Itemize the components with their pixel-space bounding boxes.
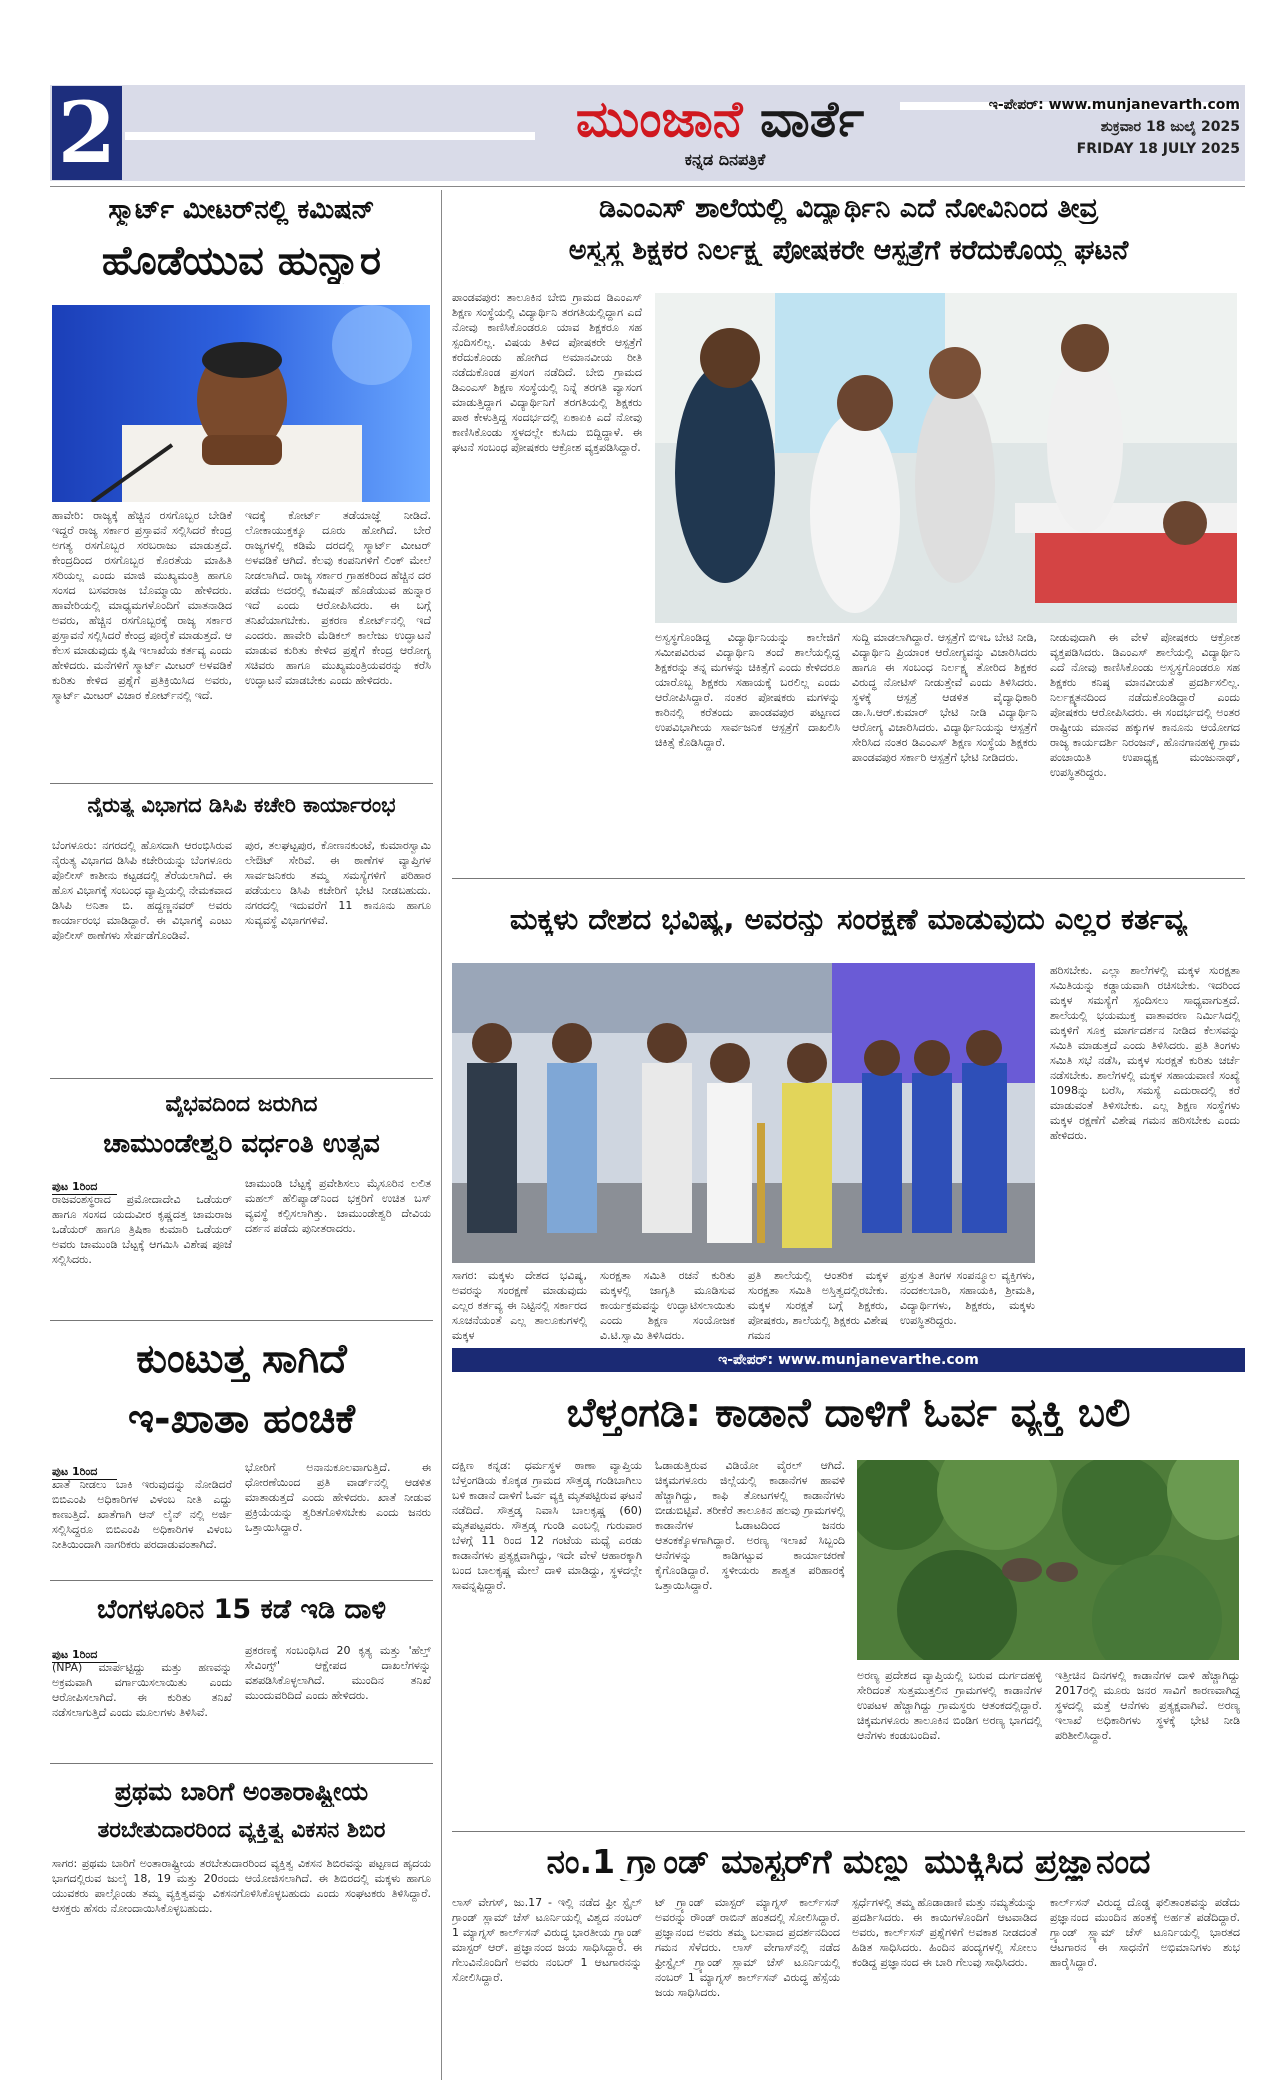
children-caption-2: ಸುರಕ್ಷತಾ ಸಮಿತಿ ರಚನೆ ಕುರಿತು ಮಕ್ಕಳಲ್ಲಿ ಜಾಗೃತಿ ಮೂಡಿಸುವ ಕಾರ್ಯಕ್ರಮವನ್ನು ಉದ್ಘಾಟಿಸಲಾಯಿತು ಎಂದು ಶಿಕ್ಷಣ ಸಂಯೋಜಕ ವಿ.ಟಿ.ಸ್ವಾಮಿ ತಿಳಿಸಿದರು. — [600, 1269, 735, 1342]
dms-col4: ನೀಡುವುದಾಗಿ ಈ ವೇಳೆ ಪೋಷಕರು ಆಕ್ರೋಶ ವ್ಯಕ್ತಪಡಿಸಿದರು. ಡಿಎಂಎಸ್ ಶಾಲೆಯಲ್ಲಿ ವಿದ್ಯಾರ್ಥಿನಿ ಎದೆ ನೋವು ಕಾಣಿಸಿಕೊಂಡು ಅಸ್ವಸ್ಥಗೊಂಡರೂ ಸಹ ಶಿಕ್ಷಕರು ಕನಿಷ್ಠ ಮಾನವೀಯತೆ ಪ್ರದರ್ಶಿಸಲಿಲ್ಲ. ನಿರ್ಲಕ್ಷ್ಯತನದಿಂದ ನಡೆದುಕೊಂಡಿದ್ದಾರೆ ಎಂದು ಪೋಷಕರು ಆರೋಪಿಸಿದರು. ಈ ಸಂದರ್ಭದಲ್ಲಿ ಅಂತರ ರಾಷ್ಟ್ರೀಯ ಮಾನವ ಹಕ್ಕುಗಳ ಕಾನೂನು ಆಯೋಗದ ರಾಜ್ಯ ಕಾರ್ಯದರ್ಶಿ ನಿರಂಜನ್, ಹೊನಗಾನಹಳ್ಳಿ ಗ್ರಾಮ ಪಂಚಾಯಿತಿ ಉಪಾಧ್ಯಕ್ಷ ಮಂಜುನಾಥ್, ಉಪಸ್ಥಿತರಿದ್ದರು. — [1050, 631, 1240, 779]
section-divider — [50, 1320, 433, 1321]
section-divider — [50, 1580, 433, 1581]
e-khata-dateline: ಪುಟ 1ರಿಂದ — [52, 1465, 117, 1480]
dms-headline-line1: ಡಿಎಂಎಸ್ ಶಾಲೆಯಲ್ಲಿ ವಿದ್ಯಾರ್ಥಿನಿ ಎದೆ ನೋವಿನಿಂದ ತೀವ್ರ — [598, 193, 1099, 224]
ed-raid-col1: (NPA) ಮಾರ್ಪಟ್ಟಿದ್ದು ಮತ್ತು ಹಣವನ್ನು ಅಕ್ರಮವಾಗಿ ವರ್ಗಾಯಿಸಲಾಯಿತು ಎಂದು ಆರೋಪಿಸಲಾಗಿದೆ. ಈ ಕುರಿತು ತನಿಖೆ ನಡೆಸಲಾಗುತ್ತಿದೆ ಎಂದು ಮೂಲಗಳು ತಿಳಿಸಿವೆ. — [52, 1661, 232, 1719]
e-khata-col1: ಖಾತೆ ನೀಡಲು ಬಾಕಿ ಇರುವುದನ್ನು ನೋಡಿದರೆ ಬಿಬಿಎಂಪಿ ಅಧಿಕಾರಿಗಳ ವಿಳಂಬ ನೀತಿ ಎದ್ದು ಕಾಣುತ್ತಿದೆ. ಖಾತೆಗಾಗಿ ಆನ್ ಲೈನ್ ನಲ್ಲಿ ಅರ್ಜಿ ಸಲ್ಲಿಸಿದ್ದರೂ ಬಿಬಿಎಂಪಿ ಅಧಿಕಾರಿಗಳ ವಿಳಂಬ ನೀತಿಯಿಂದಾಗಿ ನಾಗರಿಕರು ಪರದಾಡುವಂತಾಗಿದೆ. — [52, 1478, 232, 1551]
children-right-col: ಹರಿಸಬೇಕು. ಎಲ್ಲಾ ಶಾಲೆಗಳಲ್ಲಿ ಮಕ್ಕಳ ಸುರಕ್ಷತಾ ಸಮಿತಿಯನ್ನು ಕಡ್ಡಾಯವಾಗಿ ರಚಿಸಬೇಕು. ಇದರಿಂದ ಮಕ್ಕಳ ಸಮಸ್ಯೆಗೆ ಸ್ಪಂದಿಸಲು ಸಾಧ್ಯವಾಗುತ್ತದೆ. ಶಾಲೆಯಲ್ಲಿ ಭಯಮುಕ್ತ ವಾತಾವರಣ ನಿರ್ಮಿಸಿದಲ್ಲಿ ಮಕ್ಕಳಿಗೆ ಸೂಕ್ತ ಮಾರ್ಗದರ್ಶನ ನೀಡಿದ ಕೆಲಸವನ್ನು ಸಮಿತಿ ಮಾಡುತ್ತದೆ ಎಂದು ತಿಳಿಸಿದರು. ಪ್ರತಿ ತಿಂಗಳು ಸಮಿತಿ ಸಭೆ ನಡೆಸಿ, ಮಕ್ಕಳ ಸುರಕ್ಷತೆ ಕುರಿತು ಚರ್ಚೆ ನಡೆಸಬೇಕು. ಶಾಲೆಗಳಲ್ಲಿ ಮಕ್ಕಳ ಸಹಾಯವಾಣಿ ಸಂಖ್ಯೆ 1098ನ್ನು ಬರೆಸಿ, ಸಮಸ್ಯೆ ಎದುರಾದಲ್ಲಿ ಕರೆ ಮಾಡುವಂತೆ ತಿಳಿಸಬೇಕು. ಎಲ್ಲ ಶಿಕ್ಷಣ ಸಂಸ್ಥೆಗಳು ಮಕ್ಕಳ ರಕ್ಷಣೆಗೆ ವಿಶೇಷ ಗಮನ ಹರಿಸಬೇಕು ಎಂದು ಹೇಳಿದರು. — [1050, 964, 1240, 1142]
nairutya-headline: ನೈರುತ್ಯ ವಿಭಾಗದ ಡಿಸಿಪಿ ಕಚೇರಿ ಕಾರ್ಯಾರಂಭ — [87, 793, 396, 817]
praggnanandhaa-col4: ಕಾರ್ಲ್‌ಸನ್ ವಿರುದ್ಧ ದೊಡ್ಡ ಫಲಿತಾಂಶವನ್ನು ಪಡೆದು ಪ್ರಜ್ಞಾನಂದ ಮುಂದಿನ ಹಂತಕ್ಕೆ ಅರ್ಹತೆ ಪಡೆದಿದ್ದಾರೆ. ಗ್ರ್ಯಾಂಡ್ ಸ್ಲ್ಯಾಮ್ ಚೆಸ್ ಟೂರ್ನಿಯಲ್ಲಿ ಭಾರತದ ಆಟಗಾರನ ಈ ಸಾಧನೆಗೆ ಅಭಿಮಾನಿಗಳು ಶುಭ ಹಾರೈಸಿದ್ದಾರೆ. — [1050, 1896, 1240, 1969]
praggnanandhaa-col1: ಲಾಸ್ ವೇಗಸ್, ಜು.17 - ಇಲ್ಲಿ ನಡೆದ ಫ್ರೀ ಸ್ಟೈಲ್ ಗ್ರಾಂಡ್ ಸ್ಲಾಮ್ ಚೆಸ್ ಟೂರ್ನಿಯಲ್ಲಿ ವಿಶ್ವದ ನಂಬರ್ 1 ಮ್ಯಾಗ್ನಸ್ ಕಾರ್ಲ್‌ಸನ್ ವಿರುದ್ಧ ಭಾರತೀಯ ಗ್ರ್ಯಾಂಡ್ ಮಾಸ್ಟರ್ ಆರ್. ಪ್ರಜ್ಞಾನಂದ ಜಯ ಸಾಧಿಸಿದ್ದಾರೆ. ಈ ಗೆಲುವಿನೊಂದಿಗೆ ಅವರು ನಂಬರ್ 1 ಆಟಗಾರನನ್ನು ಸೋಲಿಸಿದ್ದಾರೆ. — [452, 1896, 642, 1984]
camp-kicker: ಪ್ರಥಮ ಬಾರಿಗೆ ಅಂತಾರಾಷ್ಟ್ರೀಯ — [114, 1778, 369, 1806]
ed-raid-col2: ಪ್ರಕರಣಕ್ಕೆ ಸಂಬಂಧಿಸಿದ 20 ಕೃತ್ಯ ಮತ್ತು 'ಹೆಲ್ತ್ ಸೇವಿಂಗ್ಸ್' ಆಕ್ಷೇಪದ ದಾಖಲೆಗಳನ್ನು ವಶಪಡಿಸಿಕೊಳ್ಳಲಾಗಿದೆ. ಮುಂದಿನ ತನಿಖೆ ಮುಂದುವರಿದಿದೆ ಎಂದು ಹೇಳಿದರು. — [245, 1644, 431, 1702]
children-caption-4: ಪ್ರಸ್ತುತ ತಿಂಗಳ ಸಂಪನ್ಮೂಲ ವ್ಯಕ್ತಿಗಳು, ನಂದಕಲಬಾರಿ, ಸಹಾಯಕಿ, ಶ್ರೀಮತಿ, ವಿದ್ಯಾರ್ಥಿಗಳು, ಶಿಕ್ಷಕರು, ಮಕ್ಕಳು ಉಪಸ್ಥಿತರಿದ್ದರು. — [900, 1269, 1035, 1327]
bommai-portrait-illustration — [52, 305, 430, 502]
elephant-photo — [857, 1460, 1239, 1660]
chamundeshwari-dateline: ಪುಟ 1ರಿಂದ — [52, 1180, 117, 1195]
dms-col2: ಅಸ್ವಸ್ಥಗೊಂಡಿದ್ದ ವಿದ್ಯಾರ್ಥಿನಿಯನ್ನು ಕಾಲೇಜಿಗೆ ಸಮೀಪವಿರುವ ವಿದ್ಯಾರ್ಥಿನಿ ತಂದೆ ಶಾಲೆಯಲ್ಲಿದ್ದ ಶಿಕ್ಷಕರನ್ನು ತನ್ನ ಮಗಳನ್ನು ಚಿಕಿತ್ಸೆಗೆ ಎಂದು ಕೇಳಿದರೂ ಯಾರೊಬ್ಬ ಶಿಕ್ಷಕರು ಸಹಾಯಕ್ಕೆ ಬರಲಿಲ್ಲ ಎಂದು ಆರೋಪಿಸಿದ್ದಾರೆ. ನಂತರ ಪೋಷಕರು ಮಗಳನ್ನು ಕಾರಿನಲ್ಲಿ ಕರೆತಂದು ಪಾಂಡವಪುರ ಪಟ್ಟಣದ ಉಪವಿಭಾಗೀಯ ಸಾರ್ವಜನಿಕ ಆಸ್ಪತ್ರೆಗೆ ದಾಖಲಿಸಿ ಚಿಕಿತ್ಸೆ ಕೊಡಿಸಿದ್ದಾರೆ. — [655, 631, 840, 749]
newspaper-title — [545, 88, 895, 150]
epaper-link[interactable]: ಇ-ಪೇಪರ್: www.munjanevarth.com — [988, 97, 1240, 113]
chamundeshwari-col2: ಚಾಮುಂಡಿ ಬೆಟ್ಟಕ್ಕೆ ಪ್ರವೇಶಿಸಲು ಮೈಸೂರಿನ ಲಲಿತ ಮಹಲ್ ಹೆಲಿಪ್ಯಾಡ್‌ನಿಂದ ಭಕ್ತರಿಗೆ ಉಚಿತ ಬಸ್ ವ್ಯವಸ್ಥೆ ಕಲ್ಪಿಸಲಾಗಿತ್ತು. ಚಾಮುಂಡೇಶ್ವರಿ ದೇವಿಯ ದರ್ಶನ ಪಡೆದು ಪುನೀತರಾದರು. — [245, 1177, 431, 1235]
date-english: FRIDAY 18 JULY 2025 — [1076, 141, 1240, 157]
smart-meter-headline: ಹೊಡೆಯುವ ಹುನ್ನಾರ — [101, 238, 382, 284]
page-number: 2 — [52, 86, 122, 180]
nairutya-col2: ಪುರ, ತಲಘಟ್ಟಪುರ, ಕೋಣನಕುಂಟೆ, ಕುಮಾರಸ್ವಾಮಿ ಲೇಔಟ್ ಸೇರಿವೆ. ಈ ಠಾಣೆಗಳ ವ್ಯಾಪ್ತಿಗಳ ಸಾರ್ವಜನಿಕರು ತಮ್ಮ ಸಮಸ್ಯೆಗಳಿಗೆ ಪರಿಹಾರ ಪಡೆಯಲು ಡಿಸಿಪಿ ಕಚೇರಿಗೆ ಭೇಟಿ ನೀಡಬಹುದು. ನಗರದಲ್ಲಿ ಇದುವರೆಗೆ 11 ಕಾನೂನು ಹಾಗೂ ಸುವ್ಯವಸ್ಥೆ ವಿಭಾಗಗಳಿವೆ. — [245, 839, 431, 927]
chamundeshwari-headline: ಚಾಮುಂಡೇಶ್ವರಿ ವರ್ಧಂತಿ ಉತ್ಸವ — [103, 1130, 380, 1159]
elephants-in-forest-illustration — [857, 1460, 1239, 1660]
title-black: ವಾರ್ತೆ — [759, 90, 865, 148]
hospital-visit-illustration — [655, 293, 1237, 623]
epaper-banner[interactable]: ಇ-ಪೇಪರ್: www.munjanevarthe.com — [452, 1348, 1245, 1372]
ed-raid-headline: ಬೆಂಗಳೂರಿನ 15 ಕಡೆ ಇಡಿ ದಾಳಿ — [96, 1594, 387, 1625]
hospital-photo — [655, 293, 1237, 623]
chamundeshwari-kicker: ವೈಭವದಿಂದ ಜರುಗಿದ — [165, 1092, 318, 1117]
title-red: ಮುಂಜಾನೆ — [575, 90, 743, 148]
smart-meter-col1: ಹಾವೇರಿ: ರಾಜ್ಯಕ್ಕೆ ಹೆಚ್ಚಿನ ರಸಗೊಬ್ಬರ ಬೇಡಿಕೆ ಇದ್ದರೆ ರಾಜ್ಯ ಸರ್ಕಾರ ಪ್ರಸ್ತಾವನೆ ಸಲ್ಲಿಸಿದರೆ ಕೇಂದ್ರ ಅಗತ್ಯ ರಸಗೊಬ್ಬರ ಸರಬರಾಜು ಮಾಡುತ್ತದೆ. ಕೇಂದ್ರದಿಂದ ರಸಗೊಬ್ಬರ ಕೊರತೆಯ ಮಾಹಿತಿ ಸರಿಯಲ್ಲ ಎಂದು ಮಾಜಿ ಮುಖ್ಯಮಂತ್ರಿ ಹಾಗೂ ಸಂಸದ ಬಸವರಾಜ ಬೊಮ್ಮಾಯಿ ಹೇಳಿದರು. ಹಾವೇರಿಯಲ್ಲಿ ಮಾಧ್ಯಮಗಳೊಂದಿಗೆ ಮಾತನಾಡಿದ ಅವರು, ಹೆಚ್ಚಿನ ರಸಗೊಬ್ಬರಕ್ಕೆ ರಾಜ್ಯ ಸರ್ಕಾರ ಪ್ರಸ್ತಾವನೆ ಸಲ್ಲಿಸಿದರೆ ಕೇಂದ್ರ ಪೂರೈಕೆ ಮಾಡುತ್ತದೆ. ಆ ಕೆಲಸ ಮಾಡುವುದು ಕೃಷಿ ಇಲಾಖೆಯ ಕರ್ತವ್ಯ ಎಂದು ಹೇಳಿದರು. ಮನೆಗಳಿಗೆ ಸ್ಮಾರ್ಟ್ ಮೀಟರ್ ಅಳವಡಿಕೆ ಕುರಿತು ಕೇಳಿದ ಪ್ರಶ್ನೆಗೆ ಪ್ರತಿಕ್ರಿಯಿಸಿದ ಅವರು, ಸ್ಮಾರ್ಟ್ ಮೀಟರ್ ವಿಚಾರ ಕೋರ್ಟ್‌ನಲ್ಲಿ ಇದೆ. — [52, 509, 232, 702]
beltangadi-photo-caption: ಅರಣ್ಯ ಪ್ರದೇಶದ ವ್ಯಾಪ್ತಿಯಲ್ಲಿ ಬರುವ ದುರ್ಗದಹಳ್ಳಿ ಸೇರಿದಂತೆ ಸುತ್ತಮುತ್ತಲಿನ ಗ್ರಾಮಗಳಲ್ಲಿ ಕಾಡಾನೆಗಳ ಉಪಟಳ ಹೆಚ್ಚಾಗಿದ್ದು ಗ್ರಾಮಸ್ಥರು ಆತಂಕದಲ್ಲಿದ್ದಾರೆ. ಚಿಕ್ಕಮಗಳೂರು ತಾಲೂಕಿನ ಬಿಂಡಿಗ ಅರಣ್ಯ ಭಾಗದಲ್ಲಿ ಆನೆಗಳು ಕಂಡುಬಂದಿವೆ. — [857, 1669, 1042, 1742]
date-kannada: ಶುಕ್ರವಾರ 18 ಜುಲೈ 2025 — [1100, 119, 1240, 135]
section-divider — [452, 1831, 1245, 1832]
e-khata-headline: ಇ-ಖಾತಾ ಹಂಚಿಕೆ — [127, 1396, 355, 1442]
nairutya-col1: ಬೆಂಗಳೂರು: ನಗರದಲ್ಲಿ ಹೊಸದಾಗಿ ಆರಂಭಿಸಿರುವ ನೈರುತ್ಯ ವಿಭಾಗದ ಡಿಸಿಪಿ ಕಚೇರಿಯನ್ನು ಬೆಂಗಳೂರು ಪೊಲೀಸ್ ಕಾಶೀನು ಕಟ್ಟಡದಲ್ಲಿ ತೆರೆಯಲಾಗಿದೆ. ಈ ಹೊಸ ವಿಭಾಗಕ್ಕೆ ಸಂಬಂಧ ವ್ಯಾಪ್ತಿಯಲ್ಲಿ ನೇಮಕವಾದ ಡಿಸಿಪಿ ಅನಿತಾ ಬಿ. ಹದ್ದಣ್ಣನವರ್ ಅವರು ಕಾರ್ಯಾರಂಭ ಮಾಡಿದ್ದಾರೆ. ಈ ವಿಭಾಗಕ್ಕೆ ಎಂಟು ಪೊಲೀಸ್ ಠಾಣೆಗಳು ಸೇರ್ಪಡೆಗೊಂಡಿವೆ. — [52, 839, 232, 942]
section-divider — [50, 1078, 433, 1079]
section-divider — [50, 1763, 433, 1764]
dms-headline-line2: ಅಸ್ವಸ್ಥ ಶಿಕ್ಷಕರ ನಿರ್ಲಕ್ಷ್ಯ ಪೋಷಕರೇ ಆಸ್ಪತ್ರೆಗೆ ಕರೆದುಕೊಯ್ದ ಘಟನೆ — [568, 235, 1129, 266]
section-divider — [50, 783, 433, 784]
top-divider — [50, 186, 1245, 187]
newspaper-tagline: ಕನ್ನಡ ದಿನಪತ್ರಿಕೆ — [684, 150, 766, 169]
masthead-rule — [125, 132, 535, 140]
ed-raid-dateline: ಪುಟ 1ರಿಂದ — [52, 1648, 117, 1663]
chamundeshwari-col1: ರಾಜವಂಶಸ್ಥರಾದ ಪ್ರಮೋದಾದೇವಿ ಒಡೆಯರ್ ಹಾಗೂ ಸಂಸದ ಯದುವೀರ ಕೃಷ್ಣದತ್ತ ಚಾಮರಾಜ ಒಡೆಯರ್ ಹಾಗೂ ತ್ರಿಷಿಕಾ ಕುಮಾರಿ ಒಡೆಯರ್ ಅವರು ಚಾಮುಂಡಿ ಬೆಟ್ಟಕ್ಕೆ ಆಗಮಿಸಿ ವಿಶೇಷ ಪೂಜೆ ಸಲ್ಲಿಸಿದರು. — [52, 1193, 232, 1266]
beltangadi-col2: ಓಡಾಡುತ್ತಿರುವ ವಿಡಿಯೋ ವೈರಲ್ ಆಗಿದೆ. ಚಿಕ್ಕಮಗಳೂರು ಜಿಲ್ಲೆಯಲ್ಲಿ ಕಾಡಾನೆಗಳ ಹಾವಳಿ ಹೆಚ್ಚಾಗಿದ್ದು, ಕಾಫಿ ತೋಟಗಳಲ್ಲಿ ಕಾಡಾನೆಗಳು ಬೀಡುಬಿಟ್ಟಿವೆ. ತರೀಕೆರೆ ತಾಲೂಕಿನ ಹಲವು ಗ್ರಾಮಗಳಲ್ಲಿ ಕಾಡಾನೆಗಳ ಓಡಾಟದಿಂದ ಜನರು ಆತಂಕಕ್ಕೊಳಗಾಗಿದ್ದಾರೆ. ಅರಣ್ಯ ಇಲಾಖೆ ಸಿಬ್ಬಂದಿ ಆನೆಗಳನ್ನು ಕಾಡಿಗಟ್ಟುವ ಕಾರ್ಯಾಚರಣೆ ಕೈಗೊಂಡಿದ್ದಾರೆ. ಸ್ಥಳೀಯರು ಶಾಶ್ವತ ಪರಿಹಾರಕ್ಕೆ ಒತ್ತಾಯಿಸಿದ್ದಾರೆ. — [655, 1459, 845, 1592]
children-caption-1: ಸಾಗರ: ಮಕ್ಕಳು ದೇಶದ ಭವಿಷ್ಯ, ಅವರನ್ನು ಸಂರಕ್ಷಣೆ ಮಾಡುವುದು ಎಲ್ಲರ ಕರ್ತವ್ಯ ಈ ನಿಟ್ಟಿನಲ್ಲಿ ಸರ್ಕಾರದ ಸೂಚನೆಯಂತೆ ಎಲ್ಲ ತಾಲೂಕುಗಳಲ್ಲಿ ಮಕ್ಕಳ — [452, 1269, 587, 1342]
camp-headline: ತರಬೇತುದಾರರಿಂದ ವ್ಯಕ್ತಿತ್ವ ವಿಕಸನ ಶಿಬಿರ — [97, 1818, 386, 1843]
praggnanandhaa-col2: ಟ್ ಗ್ರ್ಯಾಂಡ್ ಮಾಸ್ಟರ್ ಮ್ಯಾಗ್ನಸ್ ಕಾರ್ಲ್‌ಸನ್ ಅವರನ್ನು ರೌಂಡ್ ರಾಬಿನ್ ಹಂತದಲ್ಲಿ ಸೋಲಿಸಿದ್ದಾರೆ. ಪ್ರಜ್ಞಾನಂದ ಅವರು ತಮ್ಮ ಬಲವಾದ ಪ್ರದರ್ಶನದಿಂದ ಗಮನ ಸೆಳೆದರು. ಲಾಸ್ ವೇಗಾಸ್‌ನಲ್ಲಿ ನಡೆದ ಫ್ರೀಸ್ಟೈಲ್ ಗ್ರ್ಯಾಂಡ್ ಸ್ಲಾಮ್ ಚೆಸ್ ಟೂರ್ನಿಯಲ್ಲಿ ನಂಬರ್ 1 ಮ್ಯಾಗ್ನಸ್ ಕಾರ್ಲ್‌ಸನ್ ವಿರುದ್ಧ ಹೆಸ್ಸೆಯ ಜಯ ಸಾಧಿಸಿದರು. — [655, 1896, 840, 1999]
praggnanandhaa-headline: ನಂ.1 ಗ್ರ್ಯಾಂಡ್ ಮಾಸ್ಟರ್‌ಗೆ ಮಣ್ಣು ಮುಕ್ಕಿಸಿದ ಪ್ರಜ್ಞಾನಂದ — [546, 1843, 1151, 1881]
beltangadi-col1: ದಕ್ಷಿಣ ಕನ್ನಡ: ಧರ್ಮಸ್ಥಳ ಠಾಣಾ ವ್ಯಾಪ್ತಿಯ ಬೆಳ್ತಂಗಡಿಯ ಕೊಕ್ಕಡ ಗ್ರಾಮದ ಸೌತ್ತಡ್ಕ ಗಂಡಿಬಾಗಿಲು ಬಳಿ ಕಾಡಾನೆ ದಾಳಿಗೆ ಓರ್ವ ವ್ಯಕ್ತಿ ಮೃತಪಟ್ಟಿರುವ ಘಟನೆ ನಡೆದಿದೆ. ಸೌತ್ತಡ್ಕ ನಿವಾಸಿ ಬಾಲಕೃಷ್ಣ (60) ಮೃತಪಟ್ಟವರು. ಸೌತ್ತಡ್ಕ ಗುಂಡಿ ಎಂಬಲ್ಲಿ ಗುರುವಾರ ಬೆಳಗ್ಗೆ 11 ರಿಂದ 12 ಗಂಟೆಯ ಮಧ್ಯೆ ಎರಡು ಕಾಡಾನೆಗಳು ಪ್ರತ್ಯಕ್ಷವಾಗಿದ್ದು, ಇದೇ ವೇಳೆ ಆಹಾರಕ್ಕಾಗಿ ಬಂದ ಬಾಲಕೃಷ್ಣ ಮೇಲೆ ದಾಳಿ ಮಾಡಿದ್ದು, ಸ್ಥಳದಲ್ಲೇ ಸಾವನ್ನಪ್ಪಿದ್ದಾರೆ. — [452, 1459, 642, 1592]
bommai-photo — [52, 305, 430, 502]
praggnanandhaa-col3: ಸ್ಪರ್ಧೆಗಳಲ್ಲಿ ತಮ್ಮ ಹೊಡಾಡಾಣಿ ಮತ್ತು ನಮ್ಯತೆಯನ್ನು ಪ್ರದರ್ಶಿಸಿದರು. ಈ ಕಾಯಿಗಳೊಂದಿಗೆ ಆಟವಾಡಿದ ಅವರು, ಕಾರ್ಲ್‌ಸನ್ ಪ್ರಶ್ನೆಗಳಿಗೆ ಅವಕಾಶ ನೀಡದಂತೆ ಹಿಡಿತ ಸಾಧಿಸಿದರು. ಹಿಂದಿನ ಪಂದ್ಯಗಳಲ್ಲಿ ಸೋಲು ಕಂಡಿದ್ದ ಪ್ರಜ್ಞಾನಂದ ಈ ಬಾರಿ ಗೆಲುವು ಸಾಧಿಸಿದರು. — [852, 1896, 1037, 1969]
ceremony-photo — [452, 963, 1035, 1263]
beltangadi-photo-caption-2: ಇತ್ತೀಚಿನ ದಿನಗಳಲ್ಲಿ ಕಾಡಾನೆಗಳ ದಾಳಿ ಹೆಚ್ಚಾಗಿದ್ದು 2017ರಲ್ಲಿ ಮೂರು ಜನರ ಸಾವಿಗೆ ಕಾರಣವಾಗಿದ್ದ ಸ್ಥಳದಲ್ಲಿ ಮತ್ತೆ ಆನೆಗಳು ಪ್ರತ್ಯಕ್ಷವಾಗಿವೆ. ಅರಣ್ಯ ಇಲಾಖೆ ಅಧಿಕಾರಿಗಳು ಸ್ಥಳಕ್ಕೆ ಭೇಟಿ ನೀಡಿ ಪರಿಶೀಲಿಸಿದ್ದಾರೆ. — [1055, 1669, 1240, 1742]
children-headline: ಮಕ್ಕಳು ದೇಶದ ಭವಿಷ್ಯ, ಅವರನ್ನು ಸಂರಕ್ಷಣೆ ಮಾಡುವುದು ಎಲ್ಲರ ಕರ್ತವ್ಯ — [509, 903, 1188, 936]
e-khata-col2: ಭೋರಿಗೆ ಅನಾನುಕೂಲವಾಗುತ್ತಿದೆ. ಈ ಧೋರಣೆಯಿಂದ ಪ್ರತಿ ವಾರ್ಡ್‌ನಲ್ಲಿ ಆಡಳಿತ ಮಾತಾಡುತ್ತದೆ ಎಂದು ಹೇಳಿದರು. ಖಾತೆ ನೀಡುವ ಪ್ರಕ್ರಿಯೆಯನ್ನು ತ್ವರಿತಗೊಳಿಸಬೇಕು ಎಂದು ಜನರು ಒತ್ತಾಯಿಸಿದ್ದಾರೆ. — [245, 1461, 431, 1534]
dms-col3: ಸುದ್ದಿ ಮಾಡಲಾಗಿದ್ದಾರೆ. ಆಸ್ಪತ್ರೆಗೆ ಬಿಇಒ ಬೇಟಿ ನೀಡಿ, ವಿದ್ಯಾರ್ಥಿನಿ ಪ್ರಿಯಾಂಕ ಆರೋಗ್ಯವನ್ನು ವಿಚಾರಿಸಿದರು ಹಾಗೂ ಈ ಸಂಬಂಧ ನಿರ್ಲಕ್ಷ್ಯ ತೋರಿದ ಶಿಕ್ಷಕರ ವಿರುದ್ಧ ನೋಟಿಸ್ ನೀಡುತ್ತೇವೆ ಎಂದು ತಿಳಿಸಿದರು. ಸ್ಥಳಕ್ಕೆ ಆಸ್ಪತ್ರೆ ಆಡಳಿತ ವೈದ್ಯಾಧಿಕಾರಿ ಡಾ.ಸಿ.ಆರ್.ಕುಮಾರ್ ಭೇಟಿ ನೀಡಿ ವಿದ್ಯಾರ್ಥಿನಿ ಆರೋಗ್ಯ ವಿಚಾರಿಸಿದರು. ವಿದ್ಯಾರ್ಥಿನಿಯನ್ನು ಆಸ್ಪತ್ರೆಗೆ ಸೇರಿಸಿದ ನಂತರ ಡಿಎಂಎಸ್ ಶಿಕ್ಷಣ ಸಂಸ್ಥೆಯ ಶಿಕ್ಷಕರು ಪಾಂಡವಪುರ ಸರ್ಕಾರಿ ಆಸ್ಪತ್ರೆಗೆ ಭೇಟಿ ನೀಡಿದರು. — [852, 631, 1037, 764]
children-caption-3: ಪ್ರತಿ ಶಾಲೆಯಲ್ಲಿ ಆಂತರಿಕ ಮಕ್ಕಳ ಸುರಕ್ಷತಾ ಸಮಿತಿ ಅಸ್ತಿತ್ವದಲ್ಲಿರಬೇಕು. ಮಕ್ಕಳ ಸುರಕ್ಷತೆ ಬಗ್ಗೆ ಶಿಕ್ಷಕರು, ಪೋಷಕರು, ಶಾಲೆಯಲ್ಲಿ ಶಿಕ್ಷಕರು ವಿಶೇಷ ಗಮನ — [748, 1269, 888, 1342]
column-divider — [441, 190, 442, 2080]
section-divider — [452, 878, 1245, 879]
beltangadi-headline: ಬೆಳ್ತಂಗಡಿ: ಕಾಡಾನೆ ದಾಳಿಗೆ ಓರ್ವ ವ್ಯಕ್ತಿ ಬಲಿ — [566, 1390, 1131, 1436]
dms-col1: ಪಾಂಡವಪುರ: ತಾಲೂಕಿನ ಬೇಬಿ ಗ್ರಾಮದ ಡಿಎಂಎಸ್ ಶಿಕ್ಷಣ ಸಂಸ್ಥೆಯಲ್ಲಿ ವಿದ್ಯಾರ್ಥಿನಿ ತರಗತಿಯಲ್ಲಿದ್ದಾಗ ಎದೆ ನೋವು ಕಾಣಿಸಿಕೊಂಡರೂ ಯಾವ ಶಿಕ್ಷಕರೂ ಸಹ ಸ್ಪಂದಿಸಲಿಲ್ಲ. ವಿಷಯ ತಿಳಿದ ಪೋಷಕರೇ ಆಸ್ಪತ್ರೆಗೆ ಕರೆದುಕೊಂಡು ಹೋಗಿದ ಅಮಾನವೀಯ ರೀತಿ ನಡೆದುಕೊಂಡ ಪ್ರಸಂಗ ನಡೆದಿದೆ. ಬೇಬಿ ಗ್ರಾಮದ ಡಿಎಂಎಸ್ ಶಿಕ್ಷಣ ಸಂಸ್ಥೆಯಲ್ಲಿ ನಿನ್ನೆ ತರಗತಿ ವ್ಯಾಸಂಗ ಮಾಡುತ್ತಿದ್ದಾಗ ವಿದ್ಯಾರ್ಥಿನಿಗೆ ತರಗತಿಯಲ್ಲಿ ಶಿಕ್ಷಕರು ಪಾಠ ಕೇಳುತ್ತಿದ್ದ ಸಂದರ್ಭದಲ್ಲಿ ಏಕಾಏಕಿ ಎದೆ ನೋವು ಕಾಣಿಸಿಕೊಂಡು ಸ್ಥಳದಲ್ಲೇ ಕುಸಿದು ಬಿದ್ದಿದ್ದಾಳೆ. ಈ ಘಟನೆ ಸಂಬಂಧ ಪೋಷಕರು ಆಕ್ರೋಶ ವ್ಯಕ್ತಪಡಿಸಿದ್ದಾರೆ. — [452, 291, 642, 454]
smart-meter-kicker: ಸ್ಮಾರ್ಟ್ ಮೀಟರ್‌ನಲ್ಲಿ ಕಮಿಷನ್ — [108, 196, 375, 225]
e-khata-kicker: ಕುಂಟುತ್ತ ಸಾಗಿದೆ — [136, 1336, 347, 1382]
lamp-lighting-ceremony-illustration — [452, 963, 1035, 1263]
smart-meter-col2: ಇದಕ್ಕೆ ಕೋರ್ಟ್ ತಡೆಯಾಜ್ಞೆ ನೀಡಿದೆ. ಲೋಕಾಯುಕ್ತಕ್ಕೂ ದೂರು ಹೋಗಿದೆ. ಬೇರೆ ರಾಜ್ಯಗಳಲ್ಲಿ ಕಡಿಮೆ ದರದಲ್ಲಿ ಸ್ಮಾರ್ಟ್ ಮೀಟರ್ ಅಳವಡಿಕೆ ಆಗಿದೆ. ಕೆಲವು ಕಂಪನಿಗಳಿಗೆ ಲಿಂಕ್ ಮೇಲೆ ನೀಡಲಾಗಿದೆ. ರಾಜ್ಯ ಸರ್ಕಾರ ಗ್ರಾಹಕರಿಂದ ಹೆಚ್ಚಿನ ದರ ಪಡೆದು ಅದರಲ್ಲಿ ಕಮಿಷನ್ ಹೊಡೆಯುವ ಹುನ್ನಾರ ಇದೆ ಎಂದು ಆರೋಪಿಸಿದರು. ಈ ಬಗ್ಗೆ ತನಿಖೆಯಾಗಬೇಕು. ಪ್ರಕರಣ ಕೋರ್ಟ್‌ನಲ್ಲಿ ಇದೆ ಎಂದರು. ಹಾವೇರಿ ಮೆಡಿಕಲ್ ಕಾಲೇಜು ಉದ್ಘಾಟನೆ ಮಾಡುವ ಕುರಿತು ಕೇಳಿದ ಪ್ರಶ್ನೆಗೆ ಕೇಂದ್ರ ಆರೋಗ್ಯ ಸಚಿವರು ಹಾಗೂ ಮುಖ್ಯಮಂತ್ರಿಯವರನ್ನು ಕರೆಸಿ ಉದ್ಘಾಟನೆ ಮಾಡಬೇಕು ಎಂದು ಹೇಳಿದರು. — [245, 509, 431, 687]
camp-body: ಸಾಗರ: ಪ್ರಥಮ ಬಾರಿಗೆ ಅಂತಾರಾಷ್ಟ್ರೀಯ ತರಬೇತುದಾರರಿಂದ ವ್ಯಕ್ತಿತ್ವ ವಿಕಸನ ಶಿಬಿರವನ್ನು ಪಟ್ಟಣದ ಹೃದಯ ಭಾಗದಲ್ಲಿರುವ ಜುಲೈ 18, 19 ಮತ್ತು 20ರಂದು ಆಯೋಜಿಸಲಾಗಿದೆ. ಈ ಶಿಬಿರದಲ್ಲಿ ಮಕ್ಕಳು ಹಾಗೂ ಯುವಕರು ಪಾಲ್ಗೊಂಡು ತಮ್ಮ ವ್ಯಕ್ತಿತ್ವವನ್ನು ವಿಕಸನಗೊಳಿಸಿಕೊಳ್ಳಬಹುದು ಎಂದು ಸಂಘಟಕರು ತಿಳಿಸಿದ್ದಾರೆ. ಆಸಕ್ತರು ಹೆಸರು ನೋಂದಾಯಿಸಿಕೊಳ್ಳಬಹುದು. — [52, 1857, 431, 1915]
